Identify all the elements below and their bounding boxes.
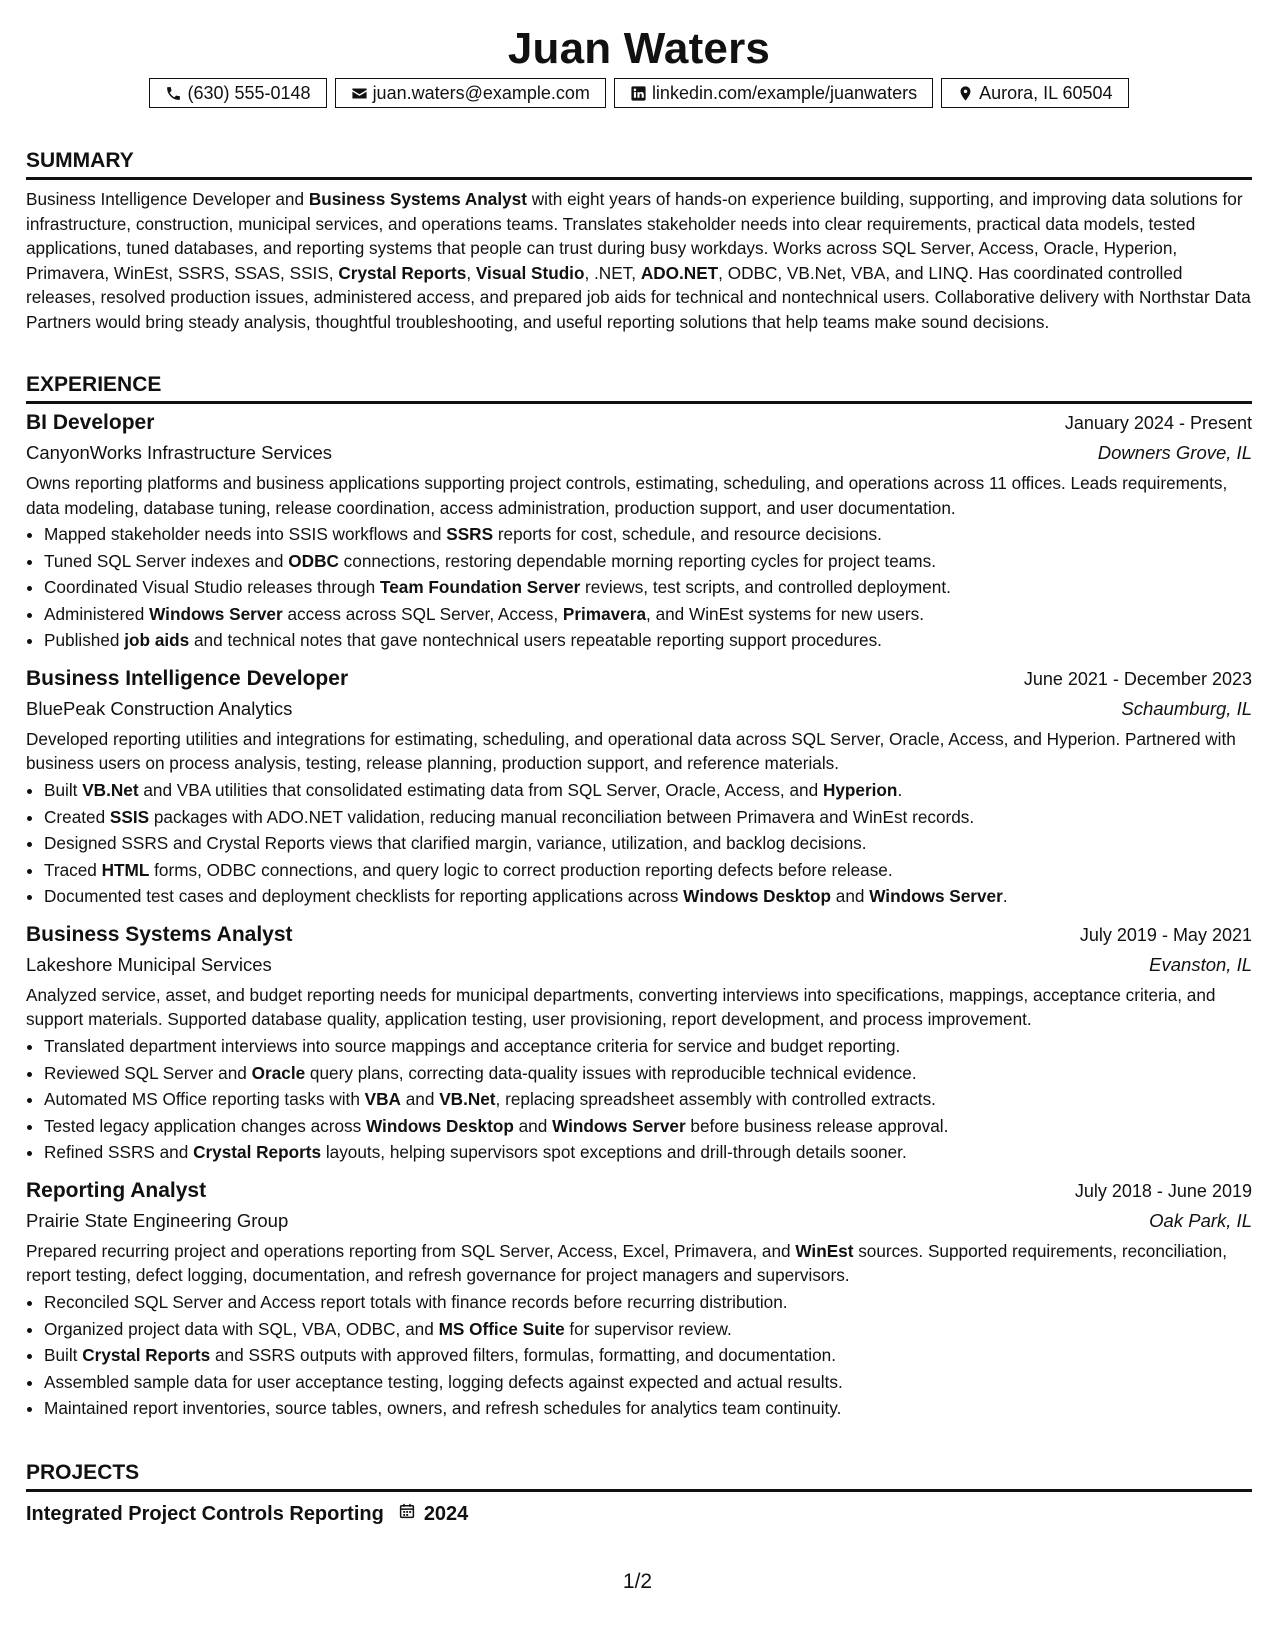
linkedin-icon xyxy=(630,85,647,102)
body-text: Translated department interviews into source mappings and acceptance criteria for service and budget reporting. xyxy=(44,1035,901,1056)
project-name: Integrated Project Controls Reporting xyxy=(26,1502,384,1525)
projects-heading: PROJECTS xyxy=(26,1460,1252,1492)
emphasis-text: Windows Server xyxy=(869,886,1003,907)
summary-heading: SUMMARY xyxy=(26,148,1252,180)
body-text: Reviewed SQL Server and xyxy=(44,1062,252,1083)
bullet-item xyxy=(44,1139,1252,1166)
body-text: forms, ODBC connections, and query logic to correct production reporting defects before release. xyxy=(149,859,893,880)
resume-page xyxy=(26,0,1252,1529)
job-dates: June 2021 - December 2023 xyxy=(1023,668,1252,689)
body-text: for supervisor review. xyxy=(564,1318,732,1339)
body-text: , .NET, xyxy=(584,262,641,283)
bullet-item xyxy=(44,627,1252,654)
job-summary xyxy=(26,983,1252,1032)
job-location: Oak Park, IL xyxy=(1149,1209,1252,1231)
body-text: access across SQL Server, Access, xyxy=(282,603,563,624)
body-text: Published xyxy=(44,630,125,651)
bullet-item xyxy=(44,777,1252,804)
emphasis-text: VB.Net xyxy=(82,779,139,800)
body-text: Tuned SQL Server indexes and xyxy=(44,550,289,571)
job-title: Business Intelligence Developer xyxy=(26,666,349,690)
job-entry xyxy=(26,408,1252,654)
summary-text xyxy=(26,187,1252,334)
emphasis-text: job aids xyxy=(124,630,190,651)
job-company: CanyonWorks Infrastructure Services xyxy=(26,442,333,463)
calendar-icon xyxy=(398,1499,416,1529)
body-text: Mapped stakeholder needs into SSIS workflows and xyxy=(44,524,447,544)
body-text: and VBA utilities that consolidated estimating data from SQL Server, Oracle, Access, and xyxy=(138,779,823,800)
job-entry xyxy=(26,664,1252,910)
body-text: Created xyxy=(44,806,110,827)
emphasis-text: Windows Desktop xyxy=(365,1115,514,1136)
emphasis-text: MS Office Suite xyxy=(438,1318,565,1339)
bullet-item xyxy=(44,1113,1252,1140)
body-text: , and WinEst systems for new users. xyxy=(646,603,924,624)
bullet-item xyxy=(44,1316,1252,1343)
bullet-item xyxy=(44,804,1252,831)
bullet-item xyxy=(44,1369,1252,1396)
job-location: Downers Grove, IL xyxy=(1097,442,1252,463)
job-dates: January 2024 - Present xyxy=(1064,413,1252,433)
emphasis-text: Crystal Reports xyxy=(338,262,467,283)
bullet-item xyxy=(44,1060,1252,1087)
body-text: connections, restoring dependable morning reporting cycles for project teams. xyxy=(338,550,936,571)
emphasis-text: Visual Studio xyxy=(475,262,585,283)
job-location: Evanston, IL xyxy=(1149,953,1252,975)
emphasis-text: VBA xyxy=(364,1089,401,1110)
job-summary xyxy=(26,727,1252,776)
body-text: Automated MS Office reporting tasks with xyxy=(44,1089,365,1110)
job-bullets xyxy=(26,1033,1252,1166)
body-text: Designed SSRS and Crystal Reports views that clarified margin, variance, utilization, and backlog decisions. xyxy=(44,833,867,854)
body-text: Administered xyxy=(44,603,150,624)
job-title: BI Developer xyxy=(26,411,155,434)
body-text: Organized project data with SQL, VBA, ODBC, and xyxy=(44,1318,439,1339)
envelope-icon xyxy=(351,85,368,102)
body-text: and xyxy=(831,886,870,907)
job-location: Schaumburg, IL xyxy=(1121,697,1252,719)
body-text: query plans, correcting data-quality issues with reproducible technical evidence. xyxy=(305,1062,917,1083)
body-text: with eight years of hands-on experience building, supporting, and improving data solutions for infrastructure, construction, municipal services, and operations teams. Translates stakeholder needs into clear requirements, practical data models, tested applications, tuned databases, and reporting systems that people can trust during busy workdays. Works across SQL Server, Access, Oracle, Hyperion, Primavera, WinEst, SSRS, SSAS, SSIS, xyxy=(26,189,1243,283)
body-text: sources. Supported requirements, reconciliation, report testing, defect logging, documentation, and refresh governance for project managers and supervisors. xyxy=(26,1240,1227,1286)
body-text: , ODBC, VB.Net, VBA, and LINQ. Has coordinated controlled releases, resolved production issues, administered access, and prepared job aids for technical and nontechnical users. Collaborative delivery with Northstar Data Partners would bring steady analysis, thoughtful troubleshooting, and useful reporting solutions that help teams make sound decisions. xyxy=(26,262,1251,332)
body-text: Coordinated Visual Studio releases through xyxy=(44,577,381,598)
body-text: Documented test cases and deployment checklists for reporting applications across xyxy=(44,886,684,907)
bullet-item xyxy=(44,883,1252,910)
body-text: and SSRS outputs with approved filters, formulas, formatting, and documentation. xyxy=(210,1345,836,1366)
bullet-item xyxy=(44,830,1252,857)
emphasis-text: Crystal Reports xyxy=(82,1345,211,1366)
body-text: Traced xyxy=(44,859,102,880)
email-text: juan.waters@example.com xyxy=(372,82,590,103)
body-text: reports for cost, schedule, and resource decisions. xyxy=(493,524,882,544)
emphasis-text: HTML xyxy=(101,859,150,880)
body-text: Reconciled SQL Server and Access report totals with finance records before recurring distribution. xyxy=(44,1291,788,1312)
body-text: . xyxy=(897,779,903,800)
linkedin-text: linkedin.com/example/juanwaters xyxy=(651,82,918,103)
emphasis-text: VB.Net xyxy=(439,1089,496,1110)
job-title: Business Systems Analyst xyxy=(26,922,293,946)
experience-section xyxy=(26,372,1252,1422)
job-bullets xyxy=(26,1289,1252,1422)
body-text: before business release approval. xyxy=(685,1115,949,1136)
page-number: 1/2 xyxy=(622,1570,653,1593)
body-text: packages with ADO.NET validation, reducing manual reconciliation between Primavera and WinEst records. xyxy=(149,806,975,827)
bullet-item xyxy=(44,1342,1252,1369)
contact-bar xyxy=(26,78,1252,108)
project-entry xyxy=(26,1499,1252,1529)
contact-phone[interactable] xyxy=(149,78,326,108)
bullet-item xyxy=(44,601,1252,628)
job-dates: July 2019 - May 2021 xyxy=(1079,924,1252,945)
body-text: Refined SSRS and xyxy=(44,1142,194,1163)
emphasis-text: ODBC xyxy=(288,550,339,571)
emphasis-text: Windows Server xyxy=(149,603,283,624)
job-company: Lakeshore Municipal Services xyxy=(26,953,272,975)
emphasis-text: ADO.NET xyxy=(640,262,719,283)
job-company: BluePeak Construction Analytics xyxy=(26,697,293,719)
bullet-item xyxy=(44,521,1252,548)
job-entry xyxy=(26,1176,1252,1422)
bullet-item xyxy=(44,1289,1252,1316)
body-text: . xyxy=(1002,886,1008,907)
body-text: reviews, test scripts, and controlled deployment. xyxy=(580,577,951,598)
emphasis-text: SSIS xyxy=(109,806,150,827)
emphasis-text: Hyperion xyxy=(822,779,898,800)
job-summary xyxy=(26,471,1252,520)
body-text: Built xyxy=(44,779,83,800)
project-date xyxy=(398,1499,469,1529)
body-text: Owns reporting platforms and business applications supporting project controls, estimating, scheduling, and operations across 11 offices. Leads requirements, data modeling, database tuning, release coordination, access administration, production support, and user documentation. xyxy=(26,473,1228,518)
body-text: and xyxy=(513,1115,553,1136)
body-text: Maintained report inventories, source tables, owners, and refresh schedules for analytics team continuity. xyxy=(44,1398,842,1419)
body-text: layouts, helping supervisors spot exceptions and drill-through details sooner. xyxy=(321,1142,907,1163)
bullet-item xyxy=(44,1395,1252,1422)
body-text: , xyxy=(466,262,476,283)
bullet-item xyxy=(44,1033,1252,1060)
job-bullets xyxy=(26,777,1252,910)
contact-email[interactable] xyxy=(335,78,606,108)
emphasis-text: WinEst xyxy=(795,1240,854,1261)
job-company: Prairie State Engineering Group xyxy=(26,1209,289,1231)
emphasis-text: Crystal Reports xyxy=(193,1142,322,1163)
body-text: Assembled sample data for user acceptance testing, logging defects against expected and actual results. xyxy=(44,1371,843,1392)
bullet-item xyxy=(44,548,1252,575)
bullet-item xyxy=(44,857,1252,884)
body-text: Analyzed service, asset, and budget reporting needs for municipal departments, converting interviews into specifications, mappings, acceptance criteria, and support materials. Supported database quality, application testing, user provisioning, report development, and process improvement. xyxy=(26,984,1216,1030)
emphasis-text: Oracle xyxy=(251,1062,306,1083)
body-text: and xyxy=(400,1089,440,1110)
emphasis-text: Windows Desktop xyxy=(683,886,831,907)
body-text: Developed reporting utilities and integrations for estimating, scheduling, and operational data across SQL Server, Oracle, Access, and Hyperion. Partnered with business users on process analysis, testing, release planning, production support, and reference materials. xyxy=(26,728,1236,774)
body-text: , replacing spreadsheet assembly with controlled extracts. xyxy=(495,1089,936,1110)
bullet-item xyxy=(44,574,1252,601)
job-entry xyxy=(26,920,1252,1166)
location-text: Aurora, IL 60504 xyxy=(979,82,1113,103)
candidate-name: Juan Waters xyxy=(507,24,771,73)
map-pin-icon xyxy=(957,85,974,102)
project-year: 2024 xyxy=(423,1502,469,1525)
body-text: Tested legacy application changes across xyxy=(44,1115,366,1136)
phone-text: (630) 555-0148 xyxy=(187,82,311,103)
body-text: Business Intelligence Developer and xyxy=(26,189,309,209)
bullet-item xyxy=(44,1086,1252,1113)
body-text: Built xyxy=(44,1345,83,1366)
contact-linkedin[interactable] xyxy=(614,78,933,108)
contact-location[interactable] xyxy=(941,78,1128,108)
summary-section xyxy=(26,148,1252,334)
emphasis-text: SSRS xyxy=(446,524,494,544)
emphasis-text: Business Systems Analyst xyxy=(308,189,527,209)
job-bullets xyxy=(26,521,1252,654)
body-text: and technical notes that gave nontechnical users repeatable reporting support procedures. xyxy=(189,630,882,651)
body-text: Prepared recurring project and operations reporting from SQL Server, Access, Excel, Primavera, and xyxy=(26,1240,796,1261)
phone-icon xyxy=(165,85,182,102)
job-summary xyxy=(26,1239,1252,1288)
emphasis-text: Primavera xyxy=(562,603,647,624)
emphasis-text: Team Foundation Server xyxy=(380,577,581,598)
projects-section xyxy=(26,1460,1252,1529)
job-dates: July 2018 - June 2019 xyxy=(1074,1180,1252,1201)
emphasis-text: Windows Server xyxy=(552,1115,686,1136)
job-title: Reporting Analyst xyxy=(26,1178,207,1202)
experience-heading: EXPERIENCE xyxy=(26,372,1252,404)
